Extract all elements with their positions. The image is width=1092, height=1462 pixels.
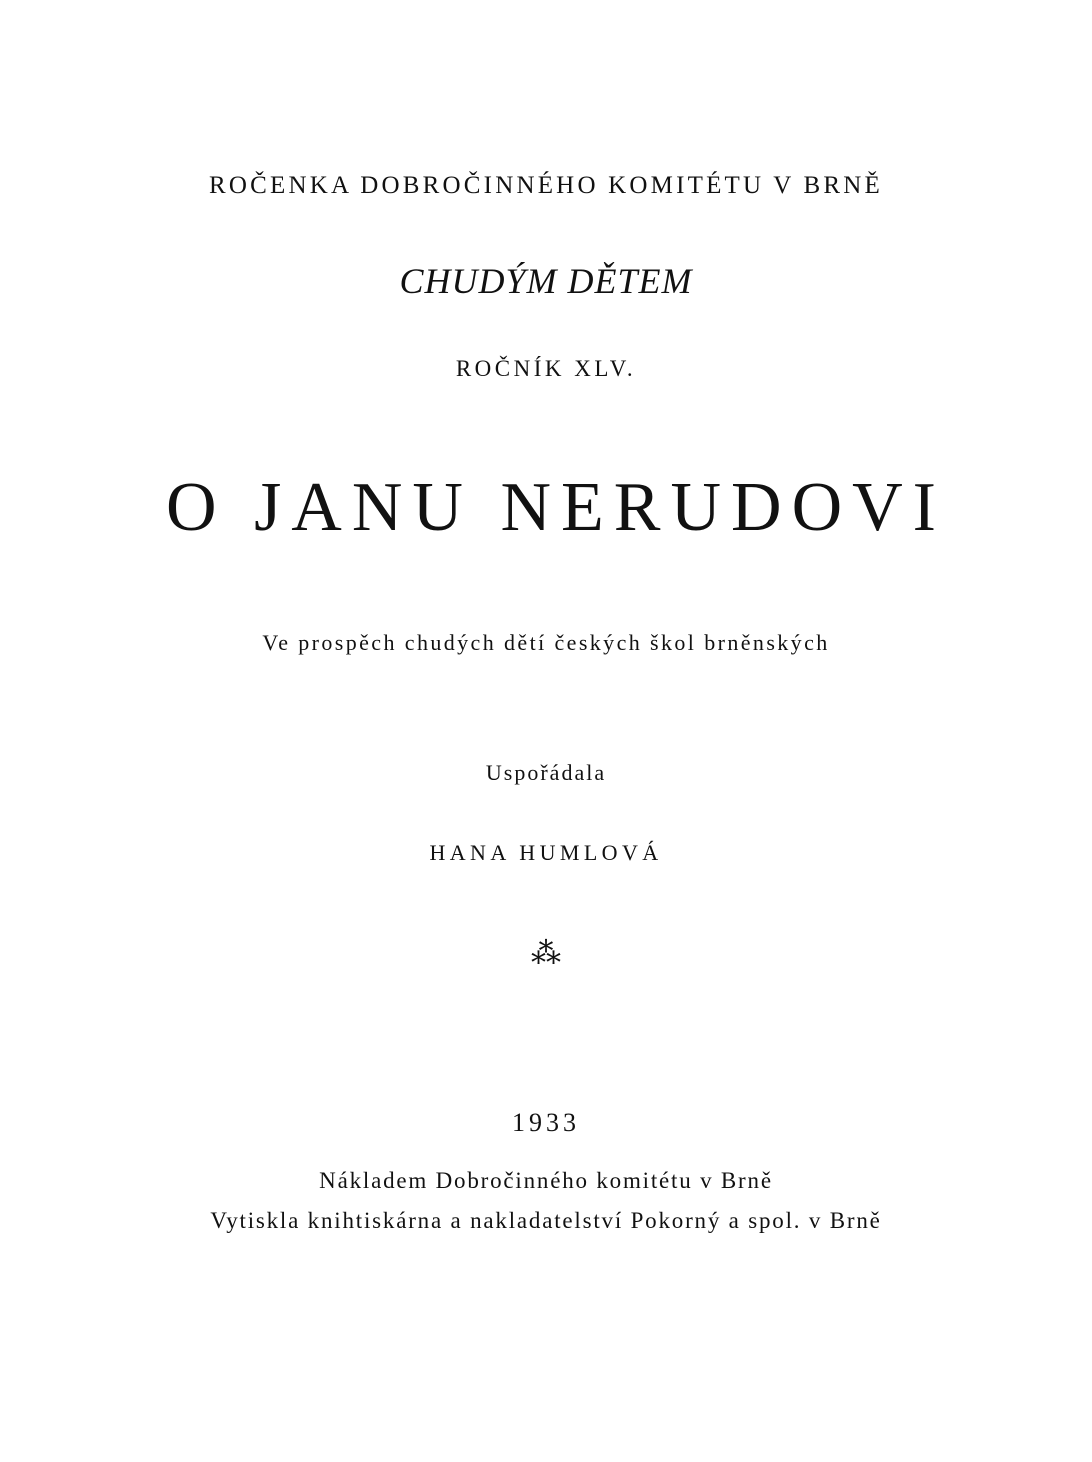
author-name: HANA HUMLOVÁ	[429, 840, 663, 865]
series-line: ROČENKA DOBROČINNÉHO KOMITÉTU V BRNĚ	[208, 172, 883, 199]
purpose-line: Ve prospěch chudých dětí českých škol brněnských	[262, 630, 830, 655]
publication-year: 1933	[512, 1108, 580, 1137]
book-title: O JANU NERUDOVI	[166, 469, 946, 546]
asterism-ornament-icon: ⁂	[531, 937, 561, 970]
subtitle: CHUDÝM DĚTEM	[399, 261, 693, 301]
publisher-line: Nákladem Dobročinného komitétu v Brně	[319, 1168, 773, 1193]
printer-line: Vytiskla knihtiskárna a nakladatelství Pokorný a spol. v Brně	[210, 1208, 882, 1233]
arranged-by-label: Uspořádala	[485, 760, 607, 785]
volume-number: ROČNÍK XLV.	[455, 356, 637, 381]
